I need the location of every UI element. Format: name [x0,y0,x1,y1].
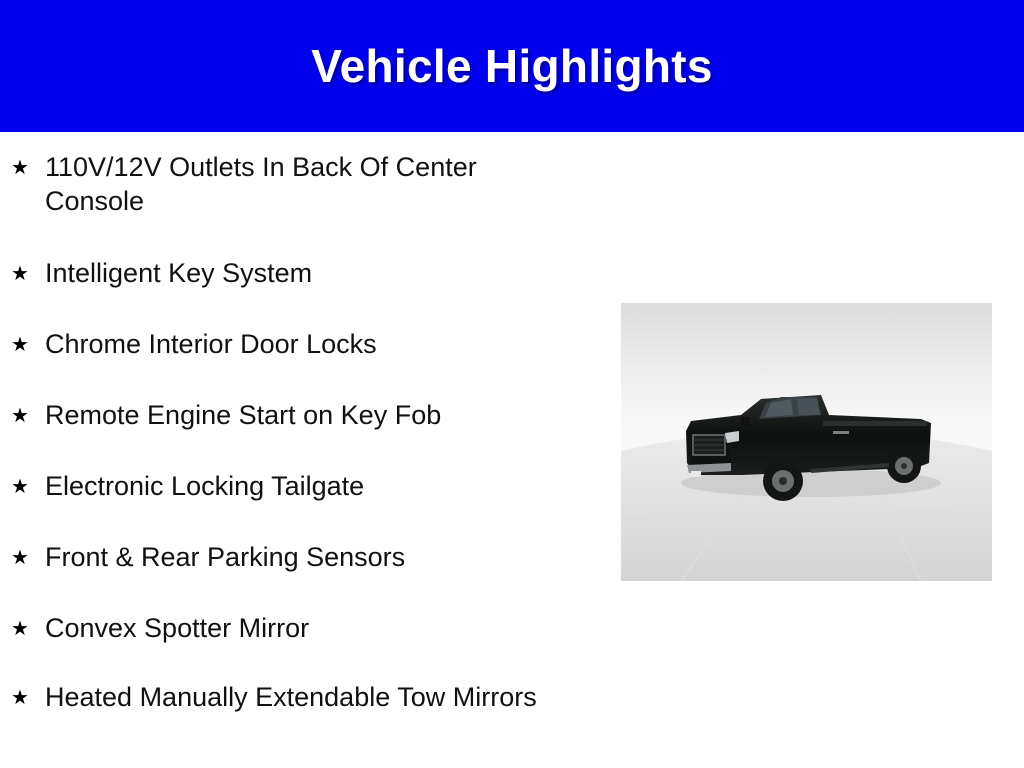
list-item [0,256,560,290]
page-title: Vehicle Highlights [311,40,713,92]
star-icon: ★ [11,685,29,709]
highlight-text: 110V/12V Outlets In Back Of Center Console [45,152,477,216]
star-icon: ★ [11,474,29,498]
list-item [0,150,560,218]
star-icon: ★ [11,403,29,427]
list-item [0,398,560,432]
list-item [0,680,560,714]
star-icon: ★ [11,261,29,285]
truck-illustration [621,303,992,581]
list-item [0,327,560,361]
star-icon: ★ [11,155,29,179]
highlight-text: Intelligent Key System [45,258,313,288]
star-icon: ★ [11,545,29,569]
vehicle-photo [621,303,992,581]
highlight-text: Heated Manually Extendable Tow Mirrors [45,682,537,712]
star-icon: ★ [11,332,29,356]
highlight-text: Convex Spotter Mirror [45,613,310,643]
list-item [0,611,560,645]
highlight-text: Chrome Interior Door Locks [45,329,377,359]
highlight-text: Electronic Locking Tailgate [45,471,365,501]
list-item [0,469,560,503]
list-item [0,540,560,574]
highlight-text: Remote Engine Start on Key Fob [45,400,442,430]
star-icon: ★ [11,616,29,640]
header-banner [0,0,1024,132]
highlight-text: Front & Rear Parking Sensors [45,542,406,572]
